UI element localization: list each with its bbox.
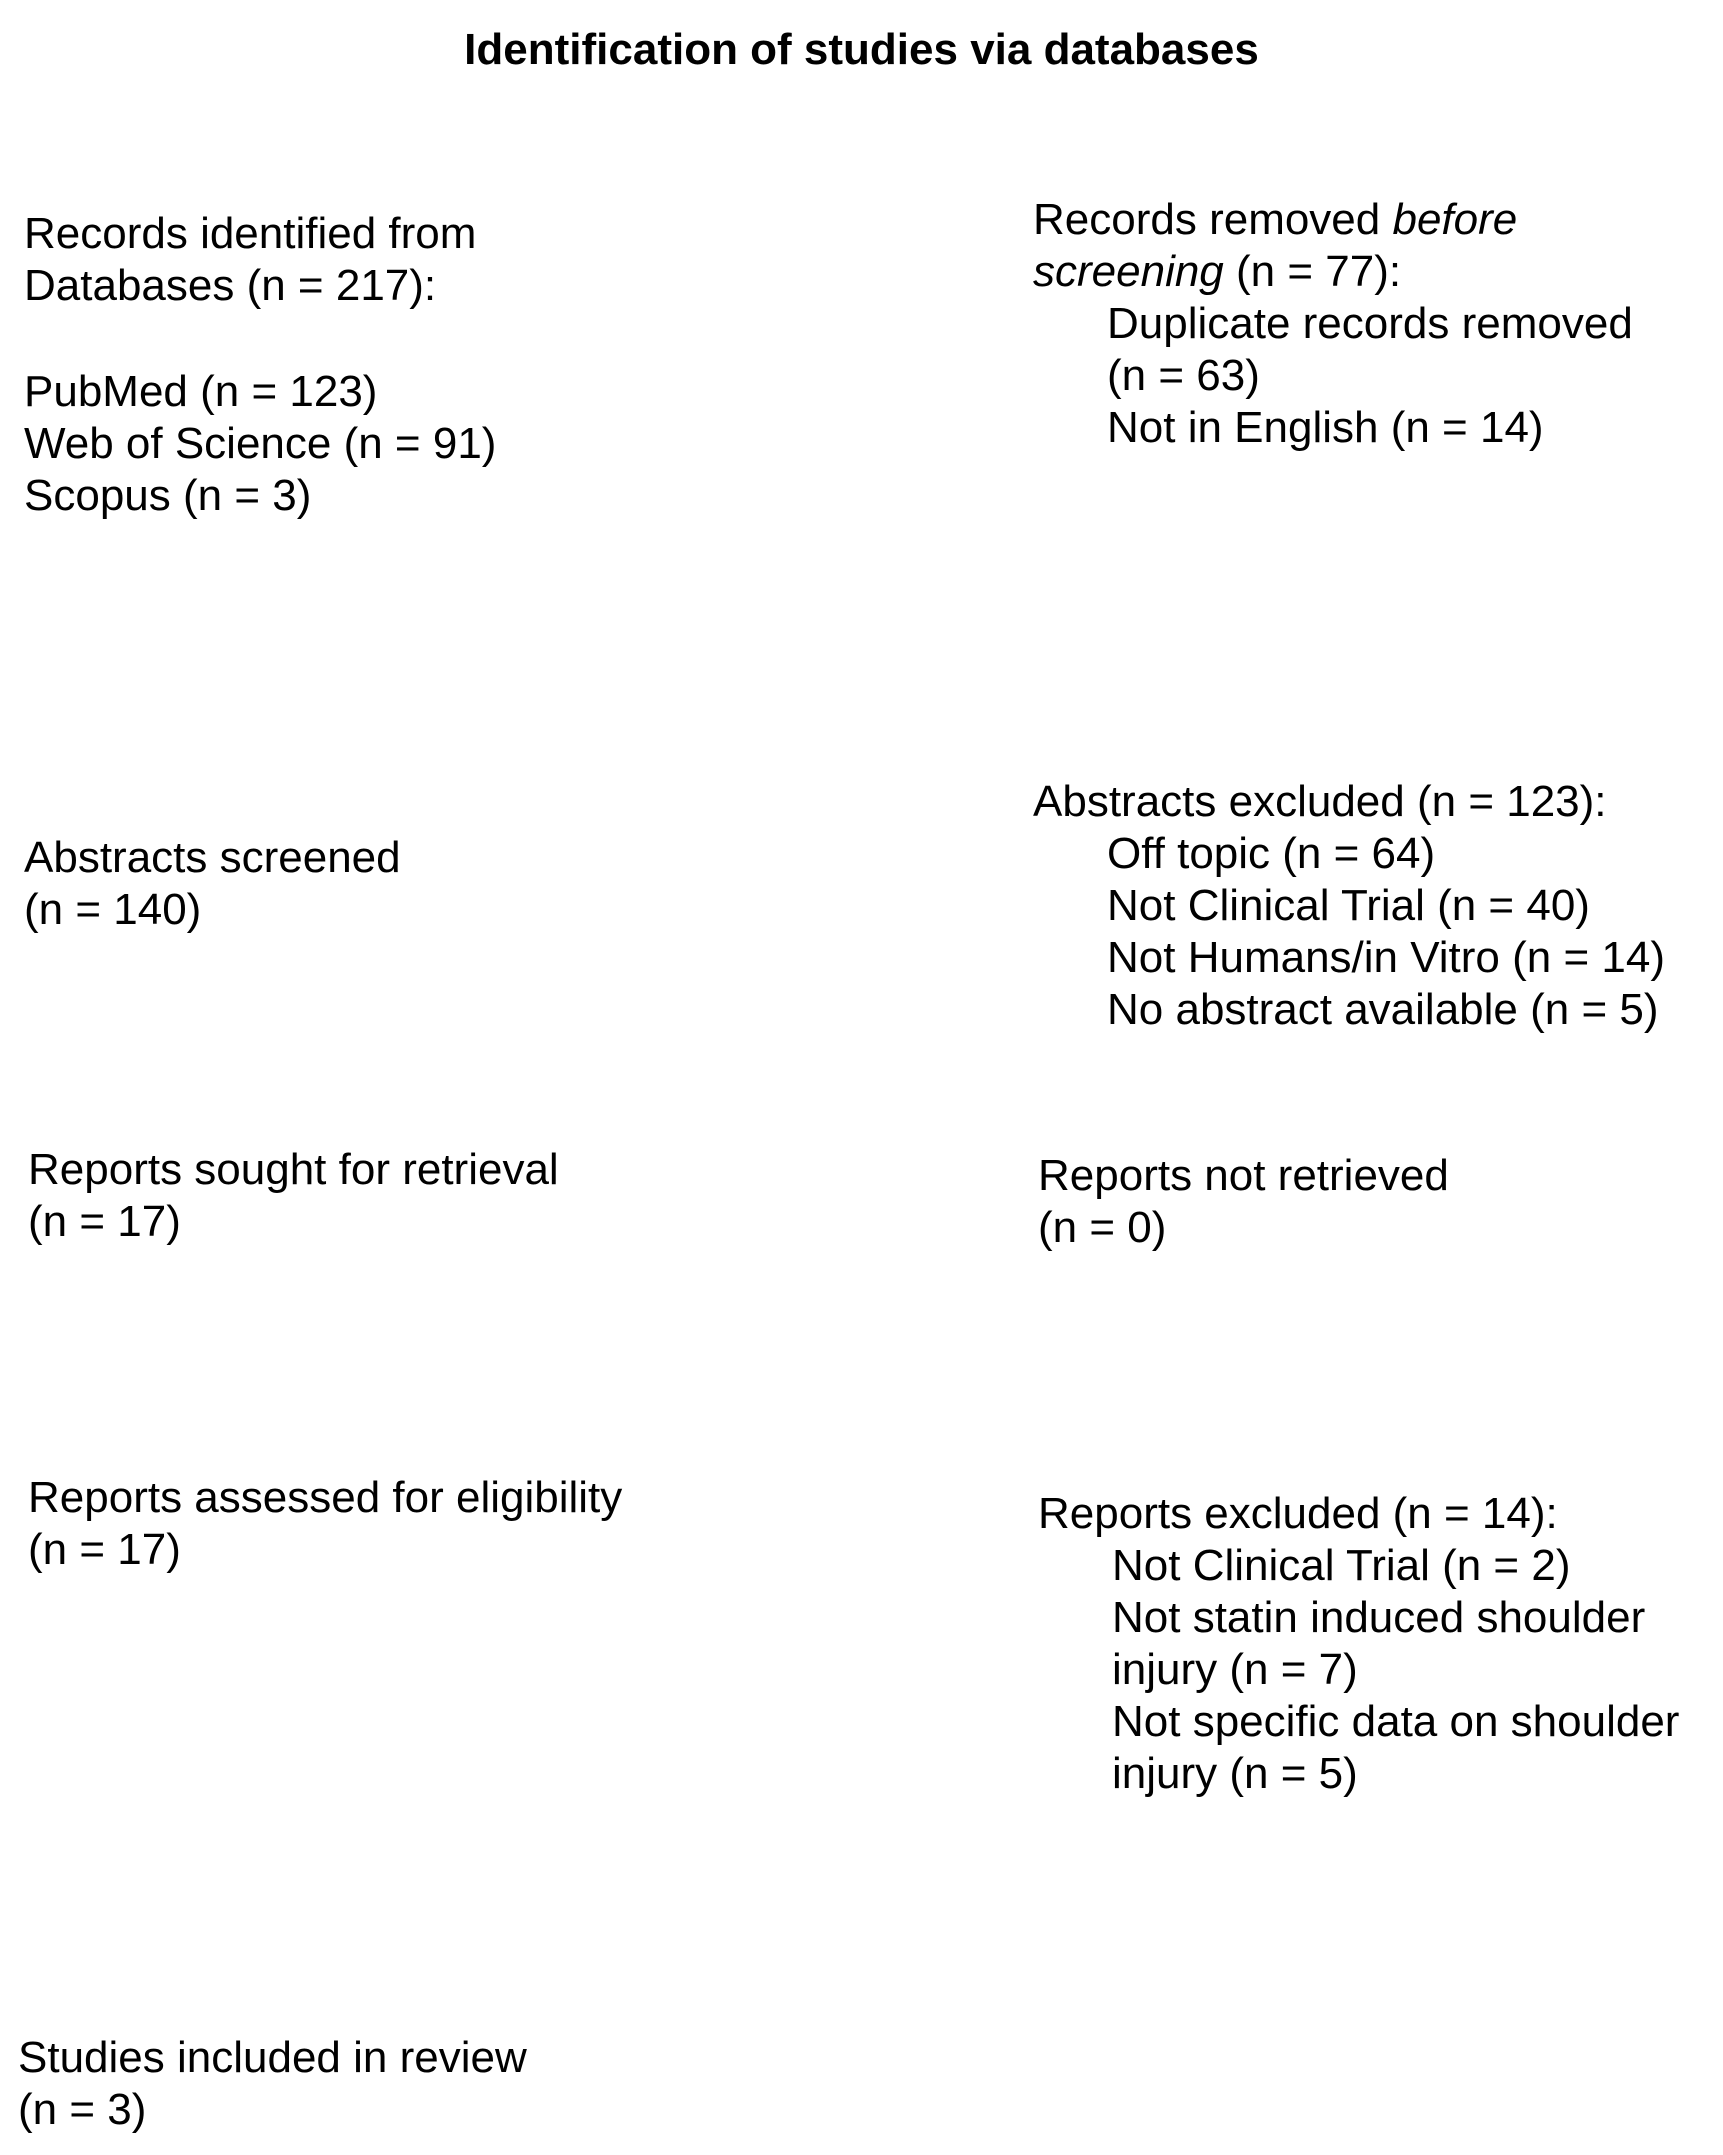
records-removed-heading-line2: screening (n = 77): bbox=[1033, 247, 1402, 296]
abstracts-screened-box bbox=[24, 832, 401, 936]
abstracts-excluded-box bbox=[1033, 776, 1665, 1036]
abstracts-screened-count: (n = 140) bbox=[24, 885, 202, 934]
reports-assessed-label: Reports assessed for eligibility bbox=[28, 1473, 623, 1522]
reports-assessed-count: (n = 17) bbox=[28, 1525, 181, 1574]
reports-excluded-item-not-specific-line1: Not specific data on shoulder bbox=[1112, 1697, 1680, 1746]
studies-included-box bbox=[18, 2032, 527, 2136]
reports-sought-count: (n = 17) bbox=[28, 1197, 181, 1246]
records-identified-box bbox=[24, 208, 496, 522]
excluded-item-no-abstract: No abstract available (n = 5) bbox=[1107, 985, 1659, 1034]
abstracts-excluded-heading: Abstracts excluded (n = 123): bbox=[1033, 777, 1607, 826]
source-scopus: Scopus (n = 3) bbox=[24, 471, 312, 520]
excluded-item-not-humans: Not Humans/in Vitro (n = 14) bbox=[1107, 933, 1665, 982]
reports-assessed-box bbox=[28, 1472, 622, 1576]
source-web-of-science: Web of Science (n = 91) bbox=[24, 419, 497, 468]
records-identified-heading-line2: Databases (n = 217): bbox=[24, 261, 437, 310]
records-removed-heading-line1: Records removed before bbox=[1033, 195, 1518, 244]
removed-item-duplicates: Duplicate records removed bbox=[1107, 299, 1633, 348]
abstracts-screened-label: Abstracts screened bbox=[24, 833, 401, 882]
reports-excluded-item-not-specific-line2: injury (n = 5) bbox=[1112, 1749, 1358, 1798]
excluded-item-not-clinical-trial: Not Clinical Trial (n = 40) bbox=[1107, 881, 1590, 930]
reports-excluded-heading: Reports excluded (n = 14): bbox=[1038, 1489, 1558, 1538]
reports-not-retrieved-count: (n = 0) bbox=[1038, 1203, 1167, 1252]
studies-included-count: (n = 3) bbox=[18, 2085, 147, 2134]
reports-excluded-item-not-clinical-trial: Not Clinical Trial (n = 2) bbox=[1112, 1541, 1571, 1590]
removed-item-not-english: Not in English (n = 14) bbox=[1107, 403, 1544, 452]
excluded-item-off-topic: Off topic (n = 64) bbox=[1107, 829, 1436, 878]
reports-excluded-item-not-statin-line1: Not statin induced shoulder bbox=[1112, 1593, 1646, 1642]
reports-not-retrieved-label: Reports not retrieved bbox=[1038, 1151, 1449, 1200]
reports-excluded-item-not-statin-line2: injury (n = 7) bbox=[1112, 1645, 1358, 1694]
diagram-title: Identification of studies via databases bbox=[464, 25, 1259, 74]
source-pubmed: PubMed (n = 123) bbox=[24, 367, 378, 416]
removed-item-duplicates-count: (n = 63) bbox=[1107, 351, 1260, 400]
reports-sought-box bbox=[28, 1144, 559, 1248]
records-identified-heading-line1: Records identified from bbox=[24, 209, 477, 258]
records-removed-box bbox=[1033, 194, 1633, 454]
reports-excluded-box bbox=[1038, 1488, 1679, 1800]
reports-sought-label: Reports sought for retrieval bbox=[28, 1145, 559, 1194]
reports-not-retrieved-box bbox=[1038, 1150, 1449, 1254]
studies-included-label: Studies included in review bbox=[18, 2033, 527, 2082]
